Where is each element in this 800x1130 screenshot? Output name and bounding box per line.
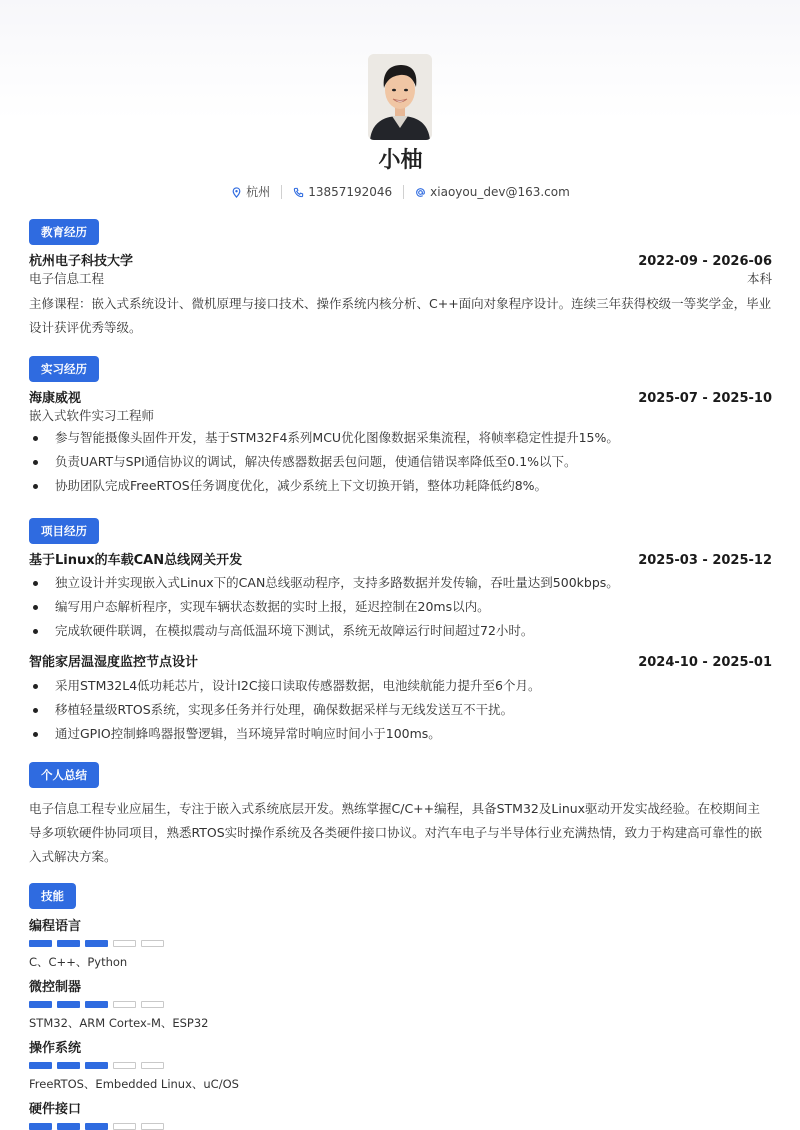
skill-level-filled (85, 940, 108, 947)
education-dates: 2022-09 - 2026-06 (638, 254, 772, 269)
project-header (29, 653, 772, 673)
skill-level-empty (141, 940, 164, 947)
list-item: 移植轻量级RTOS系统，实现多任务并行处理，确保数据采样与无线发送互不干扰。 (29, 698, 772, 722)
skill-level-filled (29, 1001, 52, 1008)
list-item: 负责UART与SPI通信协议的调试，解决传感器数据丢包问题，使通信错误率降低至0.1%以下。 (29, 450, 772, 474)
skill-level-filled (57, 1001, 80, 1008)
internship-role: 嵌入式软件实习工程师 (29, 408, 155, 423)
candidate-name: 小柚 (378, 148, 423, 173)
contact-phone (293, 183, 392, 201)
section-tag-education: 教育经历 (29, 219, 99, 245)
skill-detail: STM32、ARM Cortex-M、ESP32 (29, 1016, 209, 1030)
education-subheader (29, 270, 772, 288)
contact-city (231, 183, 270, 201)
skill-detail: FreeRTOS、Embedded Linux、uC/OS (29, 1077, 239, 1091)
skill-name: 操作系统 (29, 1041, 82, 1056)
project-dates: 2025-03 - 2025-12 (638, 553, 772, 568)
email-text: xiaoyou_dev@163.com (430, 185, 570, 199)
project-title: 智能家居温湿度监控节点设计 (29, 655, 199, 670)
skill-level-filled (29, 940, 52, 947)
list-item: 编写用户态解析程序，实现车辆状态数据的实时上报，延迟控制在20ms以内。 (29, 595, 772, 619)
contact-divider (281, 185, 282, 199)
skill-level-empty (141, 1062, 164, 1069)
at-sign-icon (415, 187, 426, 198)
phone-icon (293, 187, 304, 198)
skill-level-bar (29, 1123, 164, 1130)
location-pin-icon (231, 187, 242, 198)
list-item: 独立设计并实现嵌入式Linux下的CAN总线驱动程序，支持多路数据并发传输，吞吐量达到500kbps。 (29, 571, 772, 595)
section-tag-projects: 项目经历 (29, 518, 99, 544)
school-name: 杭州电子科技大学 (29, 254, 134, 269)
skill-level-bar (29, 1001, 164, 1008)
skill-level-empty (113, 940, 136, 947)
resume-page (29, 0, 772, 1130)
project-dates: 2024-10 - 2025-01 (638, 655, 772, 670)
skill-name: 编程语言 (29, 919, 82, 934)
internship-header (29, 389, 772, 409)
internship-dates: 2025-07 - 2025-10 (638, 391, 772, 406)
contact-divider (403, 185, 404, 199)
skill-level-bar (29, 940, 164, 947)
education-header (29, 252, 772, 272)
section-tag-summary: 个人总结 (29, 762, 99, 788)
summary-text: 电子信息工程专业应届生，专注于嵌入式系统底层开发。熟练掌握C/C++编程，具备STM32及Linux驱动开发实战经验。在校期间主导多项软硬件协同项目，熟悉RTOS实时操作系统及各类硬件接口协议。对汽车电子与半导体行业充满热情，致力于构建高可靠性的嵌入式解决方案。 (29, 801, 763, 864)
degree: 本科 (746, 271, 772, 286)
company-name: 海康威视 (29, 391, 82, 406)
list-item: 参与智能摄像头固件开发，基于STM32F4系列MCU优化图像数据采集流程，将帧率稳定性提升15%。 (29, 426, 772, 450)
contact-bar (29, 183, 772, 201)
list-item: 采用STM32L4低功耗芯片，设计I2C接口读取传感器数据，电池续航能力提升至6个月。 (29, 674, 772, 698)
list-item: 通过GPIO控制蜂鸣器报警逻辑，当环境异常时响应时间小于100ms。 (29, 722, 772, 746)
phone-text: 13857192046 (308, 185, 393, 199)
skill-level-bar (29, 1062, 164, 1069)
skill-level-filled (85, 1123, 108, 1130)
skill-level-filled (57, 1062, 80, 1069)
skill-name: 硬件接口 (29, 1102, 82, 1117)
skill-level-filled (29, 1062, 52, 1069)
skill-name: 微控制器 (29, 980, 82, 995)
skill-level-empty (113, 1123, 136, 1130)
skill-level-empty (113, 1062, 136, 1069)
list-item: 协助团队完成FreeRTOS任务调度优化，减少系统上下文切换开销，整体功耗降低约8%。 (29, 474, 772, 498)
city-text: 杭州 (246, 185, 271, 199)
skill-level-filled (85, 1062, 108, 1069)
internship-bullets (29, 426, 772, 498)
skill-level-empty (141, 1001, 164, 1008)
contact-email[interactable] (415, 183, 570, 201)
section-tag-skills: 技能 (29, 883, 76, 909)
skill-level-filled (57, 1123, 80, 1130)
education-description: 主修课程：嵌入式系统设计、微机原理与接口技术、操作系统内核分析、C++面向对象程序设计。连续三年获得校级一等奖学金，毕业设计获评优秀等级。 (29, 296, 772, 335)
skill-level-empty (141, 1123, 164, 1130)
section-tag-internship: 实习经历 (29, 356, 99, 382)
skill-level-filled (85, 1001, 108, 1008)
project-bullets (29, 674, 772, 746)
project-bullets (29, 571, 772, 643)
major: 电子信息工程 (29, 271, 105, 286)
skill-detail: C、C++、Python (29, 955, 128, 969)
skill-level-filled (57, 940, 80, 947)
skill-level-filled (29, 1123, 52, 1130)
internship-role-row (29, 407, 772, 425)
project-title: 基于Linux的车载CAN总线网关开发 (29, 553, 243, 568)
skill-level-empty (113, 1001, 136, 1008)
project-header (29, 551, 772, 571)
list-item: 完成软硬件联调，在模拟震动与高低温环境下测试，系统无故障运行时间超过72小时。 (29, 619, 772, 643)
profile-photo (368, 54, 432, 140)
